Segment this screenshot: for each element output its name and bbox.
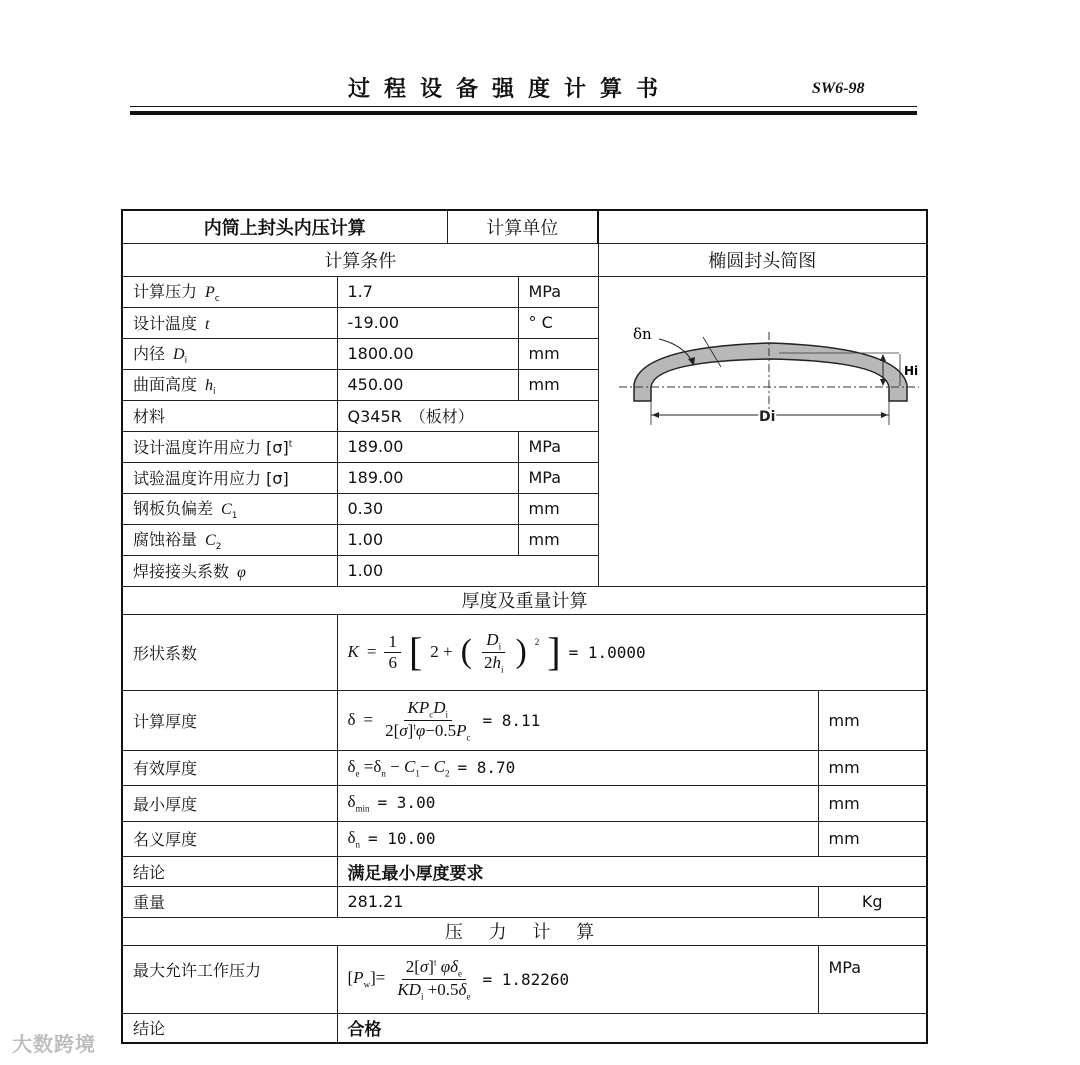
condition-unit: mm (518, 369, 598, 400)
condition-label (122, 338, 337, 369)
condition-label (122, 369, 337, 400)
unit-value (598, 210, 927, 243)
ellipsoidal-head-diagram (599, 277, 928, 437)
shape-factor-result: = 1.0000 (568, 642, 646, 662)
effective-thickness-label: 有效厚度 (122, 750, 337, 785)
condition-value: 189.00 (337, 462, 518, 493)
thickness-conclusion-label: 结论 (122, 856, 337, 886)
condition-unit: MPa (518, 276, 598, 307)
nominal-thickness-formula: $\delta_n$ = 10.00 (347, 827, 436, 850)
condition-label-text: 设计温度许用应力 [σ] (133, 438, 289, 457)
condition-label (122, 276, 337, 307)
max-pressure-row (122, 945, 927, 1013)
condition-value: Q345R （板材） (337, 400, 598, 431)
condition-value: 1800.00 (337, 338, 518, 369)
conditions-header: 计算条件 (122, 243, 598, 276)
condition-symbol: C (221, 500, 232, 518)
calc-thickness-label: 计算厚度 (122, 690, 337, 750)
condition-symbol-sub: 2 (215, 542, 222, 553)
thickness-conclusion-row (122, 856, 927, 886)
weight-unit: Kg (818, 886, 927, 917)
min-thickness-label: 最小厚度 (122, 785, 337, 821)
unit-label: 计算单位 (447, 210, 598, 243)
calc-thickness-result: = 8.11 (482, 710, 541, 730)
max-pressure-label: 最大允许工作压力 (122, 945, 337, 1013)
thickness-label: δn (632, 324, 652, 343)
diameter-arrow-left (652, 412, 659, 418)
condition-symbol: P (205, 283, 215, 301)
condition-value: 1.00 (337, 524, 518, 555)
effective-thickness-row (122, 750, 927, 785)
max-pressure-result: = 1.82260 (482, 969, 570, 989)
document-code: SW6-98 (812, 80, 865, 97)
condition-label-text: 钢板负偏差 (133, 498, 214, 518)
min-thickness-row (122, 785, 927, 821)
max-pressure-formula: $[P_w]=$ $\frac{2[\sigma]^t \varphi\delta_e}{KD_i +0.5\delta_e}$ = 1.82260 (347, 957, 570, 1001)
thickness-section-row (122, 586, 927, 614)
height-arrow-bottom (880, 379, 886, 386)
watermark: 大数跨境 (12, 1032, 96, 1056)
condition-symbol: t (205, 316, 210, 333)
diagram-cell (598, 276, 927, 586)
condition-label-text: 腐蚀裕量 (133, 529, 198, 549)
thickness-conclusion: 满足最小厚度要求 (337, 856, 927, 886)
effective-thickness-formula: $\delta_e =\delta_n - C_1- C_2$ = 8.70 (347, 756, 516, 779)
condition-symbol-sub: i (184, 356, 188, 367)
nominal-thickness-row (122, 821, 927, 856)
height-arrow-top (880, 354, 886, 361)
condition-symbol: φ (237, 564, 246, 581)
diagram-header: 椭圆封头简图 (598, 243, 927, 276)
condition-symbol: D (173, 345, 185, 363)
condition-label (122, 400, 337, 431)
condition-unit: ° C (518, 307, 598, 338)
effective-thickness-unit: mm (818, 750, 927, 785)
shape-factor-row (122, 614, 927, 690)
condition-unit: MPa (518, 431, 598, 462)
weight-value: 281.21 (337, 886, 818, 917)
condition-symbol-sub: 1 (231, 511, 238, 522)
calculation-sheet (121, 209, 928, 1044)
condition-unit: MPa (518, 462, 598, 493)
shape-factor-formula: K = $\frac{1}{6}$ [ 2 + ( $\frac{D_i}{2h_i}$ ) $^2$ ] = 1.0000 (347, 629, 646, 674)
condition-row (122, 276, 927, 307)
condition-value: -19.00 (337, 307, 518, 338)
condition-label (122, 555, 337, 586)
min-thickness-result: = 3.00 (377, 793, 436, 813)
weight-row (122, 886, 927, 917)
condition-value: 1.7 (337, 276, 518, 307)
shape-factor-label: 形状系数 (122, 614, 337, 690)
condition-label (122, 462, 337, 493)
header-rule-thin (130, 106, 917, 107)
condition-label (122, 307, 337, 338)
condition-label-text: 内径 (133, 343, 166, 363)
nominal-thickness-unit: mm (818, 821, 927, 856)
diameter-arrow-right (881, 412, 888, 418)
pressure-section-row (122, 917, 927, 945)
condition-symbol: C (205, 531, 216, 549)
height-label: Hi (903, 363, 918, 378)
condition-label (122, 524, 337, 555)
condition-symbol-sub: i (213, 387, 216, 398)
condition-label-sup: t (288, 439, 293, 450)
condition-label-text: 设计温度 (133, 314, 198, 333)
document-title: 过程设备强度计算书 (347, 77, 672, 102)
condition-unit: mm (518, 493, 598, 524)
condition-symbol: h (205, 376, 214, 394)
max-pressure-unit: MPa (818, 945, 927, 1013)
nominal-thickness-label: 名义厚度 (122, 821, 337, 856)
nominal-thickness-result: = 10.00 (368, 828, 436, 848)
condition-label-text: 焊接接头系数 (133, 562, 230, 581)
calc-thickness-row (122, 690, 927, 750)
condition-unit: mm (518, 338, 598, 369)
pressure-conclusion-row (122, 1013, 927, 1043)
condition-symbol-sub: c (214, 294, 220, 305)
thickness-header: 厚度及重量计算 (122, 586, 927, 614)
min-thickness-unit: mm (818, 785, 927, 821)
condition-label-text: 材料 (133, 407, 166, 426)
calc-thickness-formula: δ = $\frac{KP_cD_i}{2[\sigma]^t\varphi-0.5P_c}$ = 8.11 (347, 698, 541, 742)
head-shell (634, 343, 907, 401)
condition-value: 0.30 (337, 493, 518, 524)
calc-thickness-unit: mm (818, 690, 927, 750)
condition-label-text: 计算压力 (133, 281, 198, 301)
weight-label: 重量 (122, 886, 337, 917)
pressure-conclusion: 合格 (337, 1013, 927, 1043)
condition-label-text: 试验温度许用应力 [σ] (133, 469, 289, 488)
pressure-header: 压 力 计 算 (122, 917, 927, 945)
pressure-conclusion-label: 结论 (122, 1013, 337, 1043)
effective-thickness-result: = 8.70 (457, 757, 516, 777)
condition-value: 189.00 (337, 431, 518, 462)
header-rule-thick (130, 111, 917, 115)
diameter-label: Di (758, 408, 775, 425)
condition-label-text: 曲面高度 (133, 374, 198, 394)
section-header-row (122, 243, 927, 276)
min-thickness-formula: $\delta_{min}$ = 3.00 (347, 792, 436, 814)
condition-value: 450.00 (337, 369, 518, 400)
condition-label (122, 431, 337, 462)
condition-unit: mm (518, 524, 598, 555)
title-row (122, 210, 927, 243)
condition-label (122, 493, 337, 524)
condition-value: 1.00 (337, 555, 598, 586)
calc-title: 内筒上封头内压计算 (122, 210, 447, 243)
